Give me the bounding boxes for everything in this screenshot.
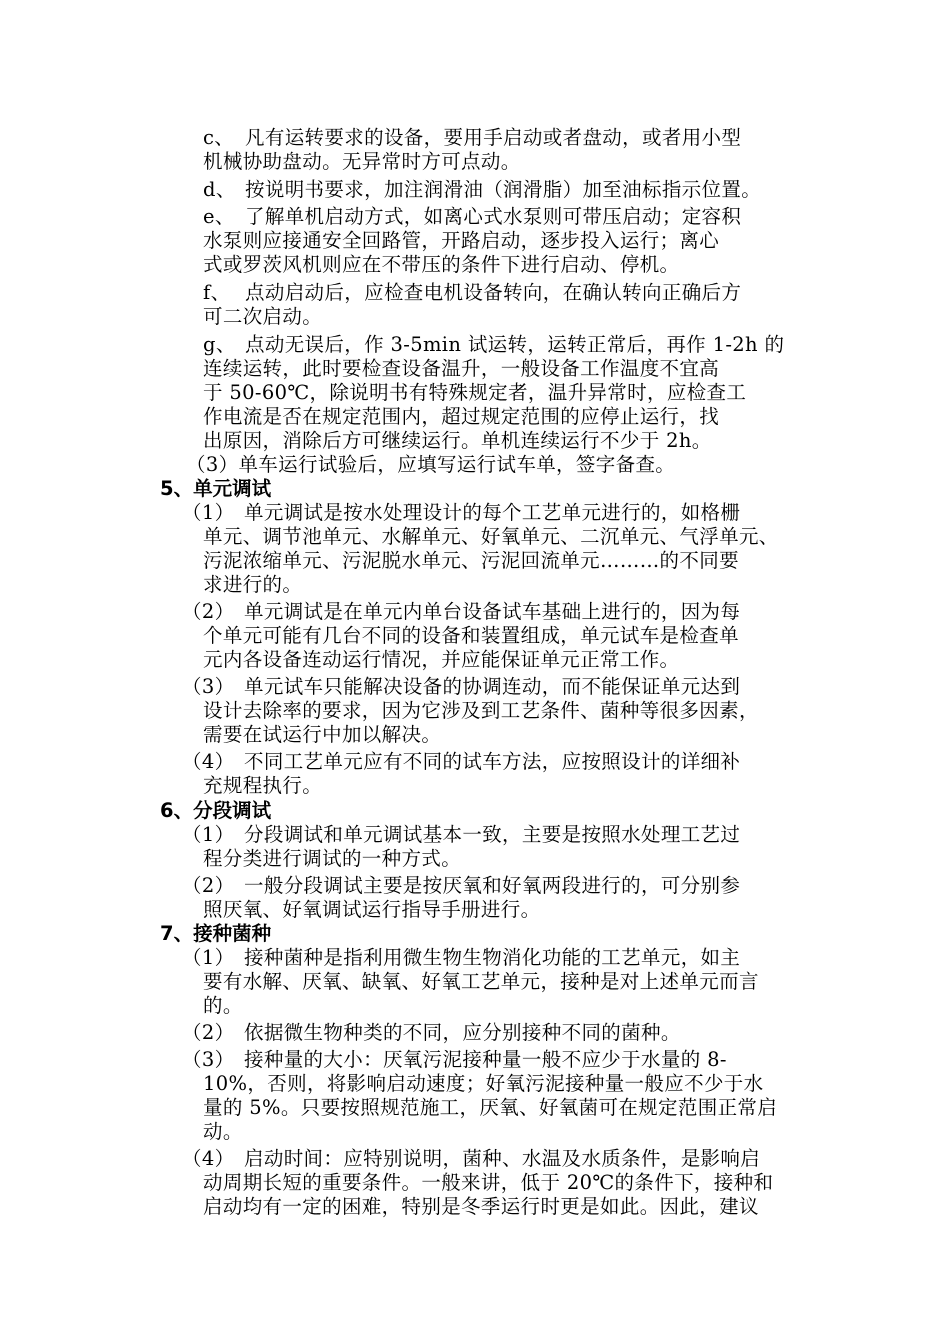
item-marker: （4） (182, 750, 235, 773)
item-marker: （1） (182, 823, 235, 846)
item-g-line-3: 于 50-60℃，除说明书有特殊规定者，温升异常时，应检查工 (203, 381, 747, 404)
s5-item4-line-2: 充规程执行。 (203, 774, 323, 797)
item-c-line-2: 机械协助盘动。无异常时方可点动。 (203, 150, 521, 173)
s7-item4-line-2: 动周期长短的重要条件。一般来讲，低于 20℃的条件下，接种和 (203, 1171, 774, 1194)
section-heading: 7、接种菌种 (160, 922, 272, 945)
s6-item2-line-1: （2） 一般分段调试主要是按厌氧和好氧两段进行的，可分别参 (182, 874, 741, 897)
item-e-line-1: e、 了解单机启动方式，如离心式水泵则可带压启动；定容积 (203, 205, 742, 228)
s7-item1-line-3: 的。 (203, 994, 243, 1017)
s5-item4-line-1: （4） 不同工艺单元应有不同的试车方法，应按照设计的详细补 (182, 750, 741, 773)
s5-item2-line-2: 个单元可能有几台不同的设备和装置组成，单元试车是检查单 (203, 624, 739, 647)
s7-item3-line-4: 动。 (203, 1120, 243, 1143)
s7-item3-line-3: 量的 5%。只要按照规范施工，厌氧、好氧菌可在规定范围正常启 (203, 1096, 778, 1119)
item-g-line-4: 作电流是否在规定范围内，超过规定范围的应停止运行，找 (203, 405, 720, 428)
s5-item3-line-1: （3） 单元试车只能解决设备的协调连动，而不能保证单元达到 (182, 675, 741, 698)
item-g-line-5: 出原因，消除后方可继续运行。单机连续运行不少于 2h。 (203, 429, 712, 452)
s7-item4-line-1: （4） 启动时间：应特别说明，菌种、水温及水质条件，是影响启 (182, 1147, 761, 1170)
s5-item2-line-3: 元内各设备连动运行情况，并应能保证单元正常工作。 (203, 648, 680, 671)
s5-item2-line-1: （2） 单元调试是在单元内单台设备试车基础上进行的，因为每 (182, 600, 741, 623)
s5-item1-line-1: （1） 单元调试是按水处理设计的每个工艺单元进行的，如格栅 (182, 501, 741, 524)
item-marker: c、 (203, 126, 235, 149)
s6-item1-line-1: （1） 分段调试和单元调试基本一致，主要是按照水处理工艺过 (182, 823, 741, 846)
item-marker: （2） (182, 1021, 235, 1044)
s5-item1-line-3: 污泥浓缩单元、污泥脱水单元、污泥回流单元………的不同要 (203, 549, 739, 572)
item-3-line: （3）单车运行试验后，应填写运行试车单，签字备查。 (186, 453, 676, 476)
item-g-line-2: 连续运转，此时要检查设备温升，一般设备工作温度不宜高 (203, 357, 720, 380)
s7-item2-line-1: （2） 依据微生物种类的不同，应分别接种不同的菌种。 (182, 1021, 681, 1044)
item-g-line-1: g、 点动无误后，作 3-5min 试运转，运转正常后，再作 1-2h 的 (203, 333, 785, 356)
item-marker: g、 (203, 333, 236, 356)
item-marker: （1） (182, 501, 235, 524)
item-marker: d、 (203, 178, 236, 201)
item-marker: （3） (182, 1048, 235, 1071)
section-heading: 6、分段调试 (160, 799, 272, 822)
item-f-line-1: f、 点动启动后，应检查电机设备转向，在确认转向正确后方 (203, 281, 742, 304)
item-marker: （1） (182, 946, 235, 969)
item-d-line-1: d、 按说明书要求，加注润滑油（润滑脂）加至油标指示位置。 (203, 178, 762, 201)
s5-item3-line-3: 需要在试运行中加以解决。 (203, 723, 442, 746)
section-heading: 5、单元调试 (160, 477, 272, 500)
item-f-line-2: 可二次启动。 (203, 305, 323, 328)
s5-item3-line-2: 设计去除率的要求，因为它涉及到工艺条件、菌种等很多因素， (203, 699, 759, 722)
s7-item1-line-1: （1） 接种菌种是指利用微生物生物消化功能的工艺单元，如主 (182, 946, 741, 969)
s5-item1-line-4: 求进行的。 (203, 573, 303, 596)
item-marker: f、 (203, 281, 231, 304)
s6-item2-line-2: 照厌氧、好氧调试运行指导手册进行。 (203, 898, 541, 921)
item-e-line-2: 水泵则应接通安全回路管，开路启动，逐步投入运行；离心 (203, 229, 720, 252)
s7-item3-line-2: 10%，否则，将影响启动速度；好氧污泥接种量一般应不少于水 (203, 1072, 764, 1095)
s5-item1-line-2: 单元、调节池单元、水解单元、好氧单元、二沉单元、气浮单元、 (203, 525, 779, 548)
item-c-line-1: c、 凡有运转要求的设备，要用手启动或者盘动，或者用小型 (203, 126, 742, 149)
item-marker: （4） (182, 1147, 235, 1170)
item-marker: （3） (182, 675, 235, 698)
s7-item4-line-3: 启动均有一定的困难，特别是冬季运行时更是如此。因此，建议 (203, 1195, 759, 1218)
item-marker: e、 (203, 205, 235, 228)
s7-item1-line-2: 要有水解、厌氧、缺氧、好氧工艺单元，接种是对上述单元而言 (203, 970, 759, 993)
s6-item1-line-2: 程分类进行调试的一种方式。 (203, 847, 462, 870)
s7-item3-line-1: （3） 接种量的大小：厌氧污泥接种量一般不应少于水量的 8- (182, 1048, 727, 1071)
item-e-line-3: 式或罗茨风机则应在不带压的条件下进行启动、停机。 (203, 253, 680, 276)
item-marker: （2） (182, 600, 235, 623)
item-marker: （2） (182, 874, 235, 897)
